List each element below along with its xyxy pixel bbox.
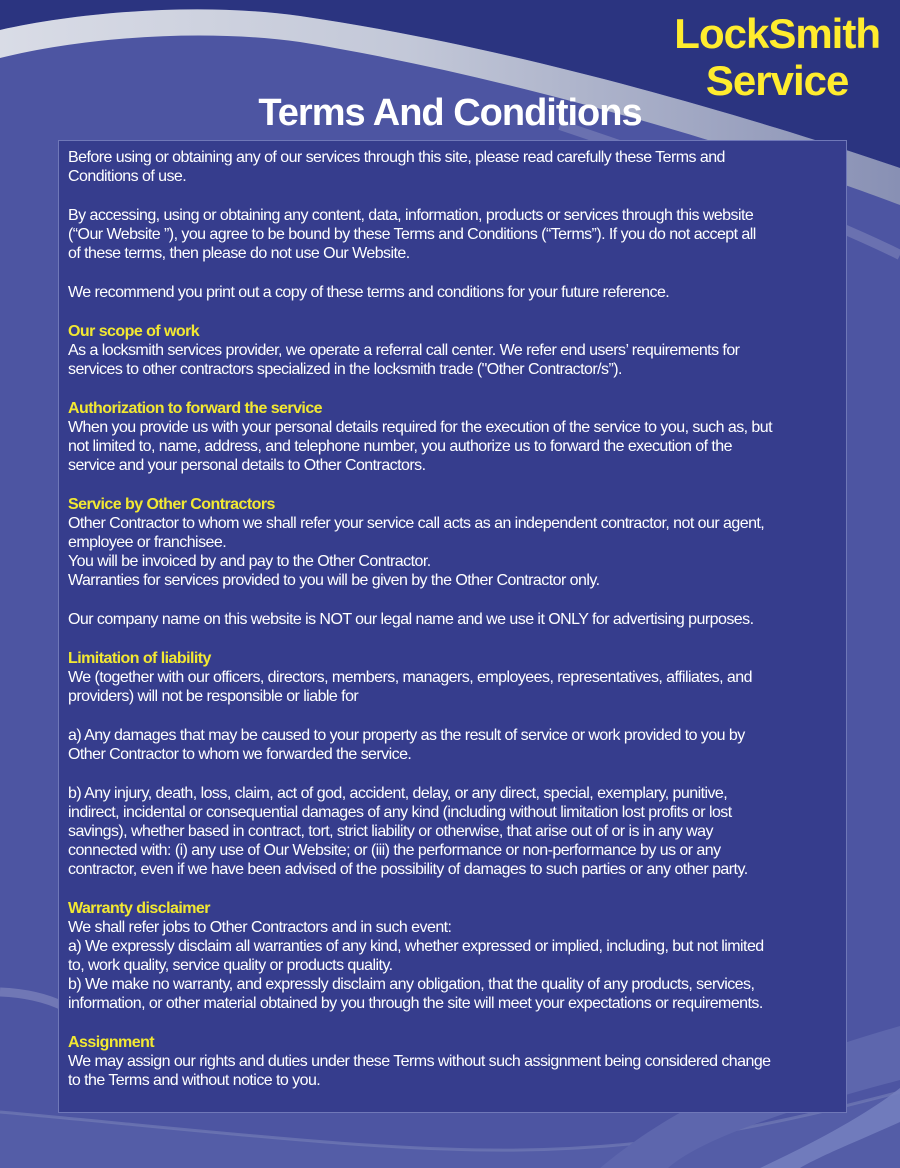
terms-section <box>68 283 837 302</box>
terms-section <box>68 206 837 263</box>
paragraph: b) Any injury, death, loss, claim, act of god, accident, delay, or any direct, special, exemplary, punitive, indirect, incidental or consequential damages of any kind (including without limitation lost profits or lost savings), whether based in contract, tort, strict liability or otherwise, that arise out of or is in any way connected with: (i) any use of Our Website; or (iii) the performance or non-performance by us or any contractor, even if we have been advised of the possibility of damages to such parties or any other party. <box>68 785 748 878</box>
section-heading: Assignment <box>68 1034 155 1051</box>
paragraph: a) Any damages that may be caused to your property as the result of service or work provided to you by Other Contractor to whom we forwarded the service. <box>68 727 745 763</box>
section-heading: Service by Other Contractors <box>68 496 275 513</box>
terms-section <box>68 899 837 1013</box>
brand-logo-line2: Service <box>705 57 849 104</box>
paragraph: Other Contractor to whom we shall refer your service call acts as an independent contractor, not our agent, employee or franchisee. You will be invoiced by and pay to the Other Contractor. Warranties for services provided to you will be given by the Other Contractor only. <box>68 515 765 589</box>
paragraph: We shall refer jobs to Other Contractors and in such event: a) We expressly disclaim all warranties of any kind, whether expressed or implied, including, but not limited to, work quality, service quality or products quality. b) We make no warranty, and expressly disclaim any obligation, that the quality of any products, services, information, or other material obtained by you through the site will meet your expectations or requirements. <box>68 919 764 1012</box>
brand-logo <box>674 10 880 104</box>
paragraph: We (together with our officers, directors, members, managers, employees, representatives, affiliates, and providers) will not be responsible or liable for <box>68 669 752 705</box>
section-heading: Limitation of liability <box>68 650 211 667</box>
terms-section <box>68 1033 837 1090</box>
terms-section <box>68 649 837 879</box>
paragraph: Before using or obtaining any of our services through this site, please read carefully these Terms and Conditions of use. <box>68 149 725 185</box>
page-title: Terms And Conditions <box>258 92 642 134</box>
paragraph: As a locksmith services provider, we operate a referral call center. We refer end users’ requirements for services to other contractors specialized in the locksmith trade ("Other Contractor/s”). <box>68 342 740 378</box>
paragraph: By accessing, using or obtaining any content, data, information, products or services through this website (“Our Website ”), you agree to be bound by these Terms and Conditions (“Terms”). If you do not accept all of these terms, then please do not use Our Website. <box>68 207 756 262</box>
paragraph: We recommend you print out a copy of these terms and conditions for your future reference. <box>68 284 670 301</box>
paragraph: When you provide us with your personal details required for the execution of the service to you, such as, but not limited to, name, address, and telephone number, you authorize us to forward the execution of the service and your personal details to Other Contractors. <box>68 419 773 474</box>
paragraph: Our company name on this website is NOT our legal name and we use it ONLY for advertising purposes. <box>68 611 754 628</box>
paragraph: We may assign our rights and duties under these Terms without such assignment being considered change to the Terms and without notice to you. <box>68 1053 771 1089</box>
terms-content <box>68 148 837 1090</box>
brand-logo-line1: LockSmith <box>674 10 880 57</box>
terms-panel <box>58 140 847 1113</box>
section-heading: Authorization to forward the service <box>68 400 323 417</box>
section-heading: Our scope of work <box>68 323 200 340</box>
terms-section <box>68 495 837 629</box>
section-heading: Warranty disclaimer <box>68 900 210 917</box>
terms-section <box>68 148 837 186</box>
terms-section <box>68 399 837 475</box>
terms-section <box>68 322 837 379</box>
